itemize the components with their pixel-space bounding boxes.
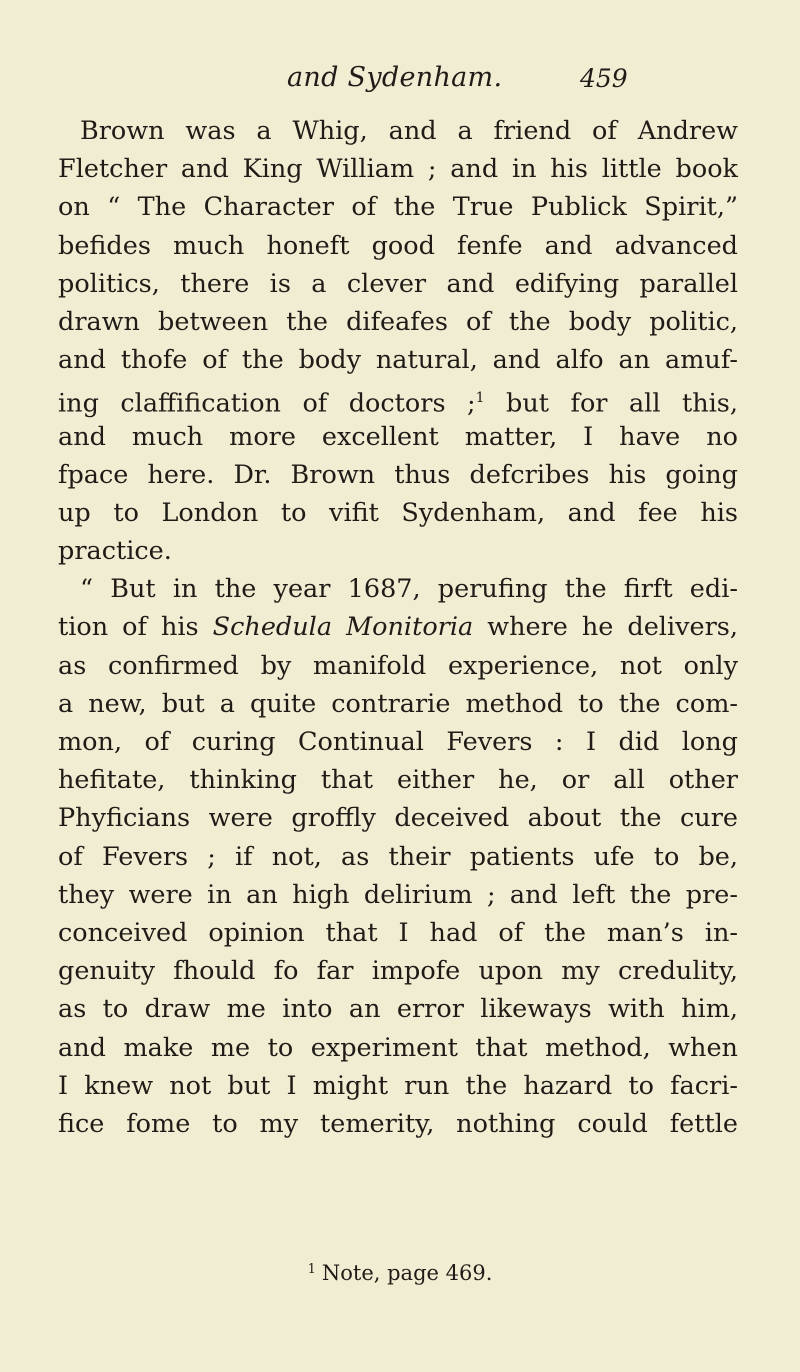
text-line: politics, there is a clever and edifying parallel bbox=[58, 268, 738, 299]
text-line: and make me to experiment that method, when bbox=[58, 1032, 738, 1063]
text-line-with-title bbox=[58, 608, 738, 646]
text-segment: tion of his bbox=[58, 612, 213, 643]
text-line: Phyficians were groffly deceived about the cure bbox=[58, 803, 738, 834]
text-line: practice. bbox=[58, 536, 172, 567]
text-line: fpace here. Dr. Brown thus defcribes his going bbox=[58, 459, 738, 490]
text-segment: ing claffification of doctors ; bbox=[58, 388, 476, 419]
book-title: Schedula Monitoria bbox=[212, 612, 474, 643]
running-head: and Sydenham. bbox=[287, 62, 503, 93]
text-line: fice fome to my temerity, nothing could fettle bbox=[58, 1108, 738, 1139]
page-number: 459 bbox=[580, 64, 628, 93]
text-line: “ But in the year 1687, perufing the firft edi- bbox=[80, 574, 738, 605]
text-line: of Fevers ; if not, as their patients ufe to be, bbox=[58, 841, 738, 872]
footnote bbox=[0, 1261, 800, 1285]
text-line: a new, but a quite contrarie method to the com- bbox=[58, 688, 738, 719]
text-segment: where he delivers, bbox=[473, 612, 738, 643]
text-line: hefitate, thinking that either he, or all other bbox=[58, 765, 738, 796]
text-line: conceived opinion that I had of the man’s in- bbox=[58, 917, 738, 948]
footnote-reference: 1 bbox=[475, 390, 485, 407]
text-line: up to London to vifit Sydenham, and fee his bbox=[58, 497, 738, 528]
text-line: Fletcher and King William ; and in his little book bbox=[58, 154, 738, 185]
text-line: befides much honeft good fenfe and advanced bbox=[58, 230, 738, 261]
text-line-with-note bbox=[58, 379, 738, 417]
text-line: and thofe of the body natural, and alfo an amuf- bbox=[58, 345, 738, 376]
text-line: genuity fhould fo far impofe upon my credulity, bbox=[58, 956, 738, 987]
text-line: they were in an high delirium ; and left the pre- bbox=[58, 879, 738, 910]
text-line: as confirmed by manifold experience, not only bbox=[58, 650, 738, 681]
page-header bbox=[0, 62, 800, 98]
text-segment: but for all this, bbox=[484, 388, 738, 419]
text-line: and much more excellent matter, I have no bbox=[58, 421, 738, 452]
text-line: Brown was a Whig, and a friend of Andrew bbox=[80, 116, 738, 146]
text-line: drawn between the difeafes of the body politic, bbox=[58, 306, 738, 337]
text-line: mon, of curing Continual Fevers : I did long bbox=[58, 727, 738, 757]
body-text bbox=[58, 112, 738, 1143]
text-line: I knew not but I might run the hazard to facri- bbox=[58, 1070, 738, 1101]
text-line: on “ The Character of the True Publick Spirit,” bbox=[58, 192, 738, 223]
footnote-text: Note, page 469. bbox=[321, 1261, 493, 1285]
footnote-mark: 1 bbox=[307, 1262, 316, 1277]
text-line: as to draw me into an error likeways with him, bbox=[58, 994, 738, 1025]
